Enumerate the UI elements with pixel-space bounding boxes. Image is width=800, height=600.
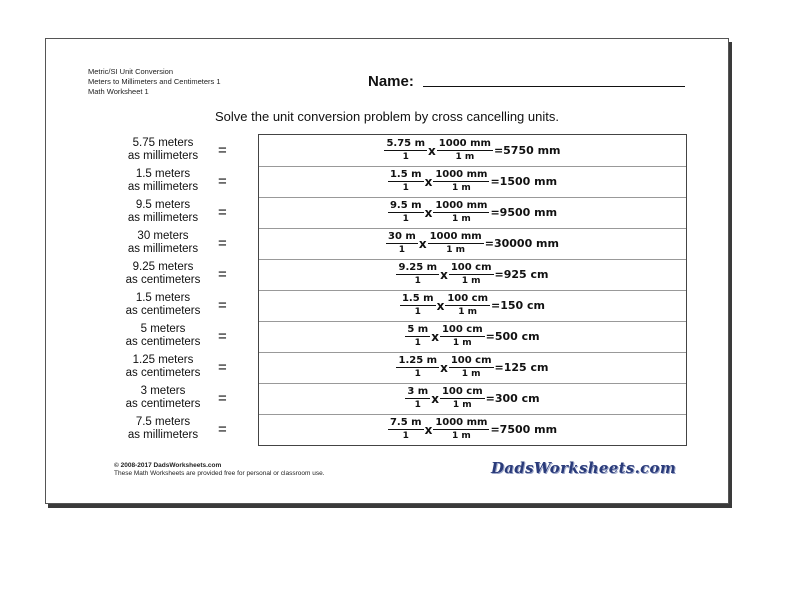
question-unit: as millimeters xyxy=(127,150,199,162)
times-sign: x xyxy=(424,205,433,220)
times-sign: x xyxy=(436,298,445,313)
factor-denominator: 1 m xyxy=(452,431,471,441)
fraction-denominator: 1 xyxy=(402,152,409,162)
question-amount: 1.5 meters xyxy=(135,168,191,180)
equals-sign: = xyxy=(218,328,227,345)
answer-row-5 xyxy=(259,259,686,291)
answer-row-8 xyxy=(259,352,686,384)
factor-denominator: 1 m xyxy=(452,214,471,224)
fraction-numerator: 5 m xyxy=(407,324,429,335)
name-label: Name: xyxy=(368,73,414,90)
equals-sign: = xyxy=(218,142,227,159)
question-unit: as millimeters xyxy=(127,243,199,255)
answer-result: =500 cm xyxy=(485,330,540,343)
factor-numerator: 1000 mm xyxy=(435,417,488,428)
fraction-denominator: 1 xyxy=(398,245,406,255)
factor-numerator: 100 cm xyxy=(450,262,492,273)
answer-result: =1500 mm xyxy=(490,175,558,188)
equals-sign: = xyxy=(218,421,227,438)
fraction-denominator: 1 xyxy=(414,338,421,348)
answer-result: =7500 mm xyxy=(490,423,558,436)
factor-numerator: 1000 mm xyxy=(435,200,488,211)
question-unit: as millimeters xyxy=(127,212,199,224)
header-line-3: Math Worksheet 1 xyxy=(88,87,149,96)
fraction-denominator: 1 xyxy=(414,400,421,410)
answer-box xyxy=(258,134,687,446)
answer-result: =9500 mm xyxy=(490,206,558,219)
fraction-numerator: 7.5 m xyxy=(389,417,422,428)
question-unit: as millimeters xyxy=(127,429,199,441)
question-amount: 30 meters xyxy=(137,230,189,242)
fraction-denominator: 1 xyxy=(414,369,421,379)
fraction-denominator: 1 xyxy=(402,431,409,441)
equals-sign: = xyxy=(218,390,227,407)
times-sign: x xyxy=(424,422,433,437)
question-amount: 1.25 meters xyxy=(132,354,194,366)
factor-denominator: 1 m xyxy=(452,338,472,348)
answer-result: =300 cm xyxy=(485,392,540,405)
question-unit: as centimeters xyxy=(125,305,201,317)
times-sign: x xyxy=(418,236,427,251)
worksheet-header xyxy=(88,67,221,97)
factor-denominator: 1 m xyxy=(461,369,481,379)
header-line-2: Meters to Millimeters and Centimeters 1 xyxy=(88,77,221,86)
instructions: Solve the unit conversion problem by cross cancelling units. xyxy=(215,109,559,124)
answer-row-4 xyxy=(259,228,686,260)
fraction-numerator: 30 m xyxy=(388,231,416,242)
worksheet-page xyxy=(45,38,729,504)
usage-note: These Math Worksheets are provided free for personal or classroom use. xyxy=(114,470,325,477)
question-amount: 7.5 meters xyxy=(135,416,191,428)
answer-row-2 xyxy=(259,166,686,198)
question-amount: 9.5 meters xyxy=(135,199,191,211)
equals-sign: = xyxy=(218,204,227,221)
factor-numerator: 1000 mm xyxy=(435,169,488,180)
name-line xyxy=(423,86,685,87)
answer-row-9 xyxy=(259,383,686,415)
equals-sign: = xyxy=(218,266,227,283)
copyright-text: © 2008-2017 DadsWorksheets.com xyxy=(114,462,222,469)
question-amount: 1.5 meters xyxy=(135,292,191,304)
answer-result: =125 cm xyxy=(494,361,549,374)
factor-denominator: 1 m xyxy=(452,400,472,410)
answer-result: =150 cm xyxy=(491,299,546,312)
fraction-numerator: 9.25 m xyxy=(398,262,438,273)
factor-numerator: 100 cm xyxy=(447,293,489,304)
answer-row-6 xyxy=(259,290,686,322)
answer-row-10 xyxy=(259,414,686,445)
times-sign: x xyxy=(424,174,433,189)
answer-result: =925 cm xyxy=(494,268,549,281)
fraction-numerator: 9.5 m xyxy=(389,200,422,211)
question-unit: as millimeters xyxy=(127,181,199,193)
fraction-numerator: 5.75 m xyxy=(386,138,426,149)
equals-sign: = xyxy=(218,359,227,376)
answer-result: =5750 mm xyxy=(493,144,561,157)
header-line-1: Metric/SI Unit Conversion xyxy=(88,67,174,76)
answer-row-1 xyxy=(259,135,686,167)
equals-sign: = xyxy=(218,173,227,190)
fraction-numerator: 1.5 m xyxy=(401,293,434,304)
answer-result: =30000 mm xyxy=(484,237,559,250)
fraction-numerator: 3 m xyxy=(407,386,429,397)
dadsworksheets-logo: DadsWorksheets.com xyxy=(491,459,677,477)
question-unit: as centimeters xyxy=(125,367,201,379)
fraction-denominator: 1 xyxy=(402,214,409,224)
factor-numerator: 1000 mm xyxy=(429,231,482,242)
fraction-numerator: 1.5 m xyxy=(389,169,422,180)
question-amount: 3 meters xyxy=(140,385,186,397)
times-sign: x xyxy=(431,391,439,406)
times-sign: x xyxy=(431,329,439,344)
factor-numerator: 1000 mm xyxy=(438,138,491,149)
question-amount: 5.75 meters xyxy=(132,137,194,149)
factor-numerator: 100 cm xyxy=(450,355,492,366)
page-footer xyxy=(114,462,325,478)
answer-row-3 xyxy=(259,197,686,229)
factor-denominator: 1 m xyxy=(446,245,466,255)
fraction-denominator: 1 xyxy=(402,183,409,193)
fraction-numerator: 1.25 m xyxy=(398,355,438,366)
equals-sign: = xyxy=(218,297,227,314)
question-unit: as centimeters xyxy=(125,274,201,286)
times-sign: x xyxy=(428,143,436,158)
factor-numerator: 100 cm xyxy=(441,386,483,397)
question-unit: as centimeters xyxy=(125,398,201,410)
question-unit: as centimeters xyxy=(125,336,201,348)
question-amount: 5 meters xyxy=(140,323,186,335)
answer-row-7 xyxy=(259,321,686,353)
times-sign: x xyxy=(440,267,448,282)
fraction-denominator: 1 xyxy=(414,307,421,317)
times-sign: x xyxy=(440,360,448,375)
factor-denominator: 1 m xyxy=(455,152,475,162)
factor-numerator: 100 cm xyxy=(441,324,483,335)
equals-sign: = xyxy=(218,235,227,252)
factor-denominator: 1 m xyxy=(452,183,471,193)
fraction-denominator: 1 xyxy=(414,276,421,286)
question-amount: 9.25 meters xyxy=(132,261,194,273)
factor-denominator: 1 m xyxy=(458,307,478,317)
factor-denominator: 1 m xyxy=(461,276,481,286)
